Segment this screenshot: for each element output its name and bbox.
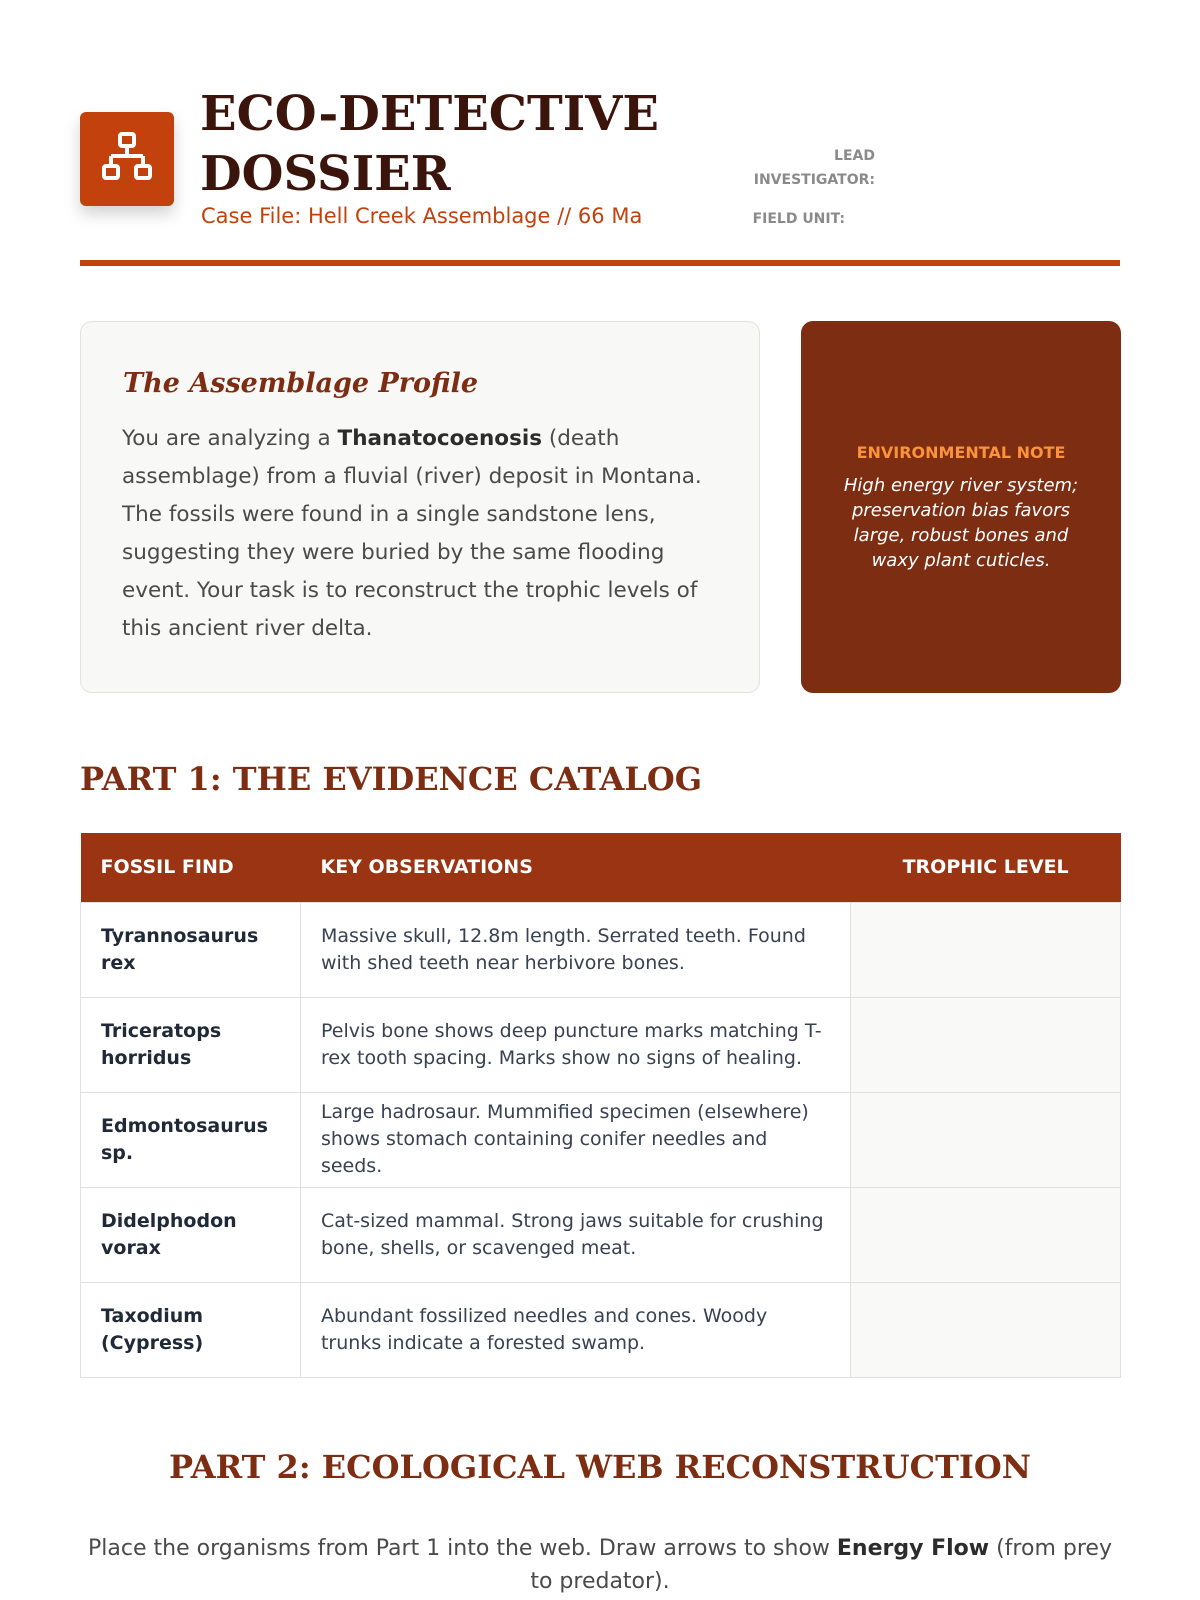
trophic-level-cell[interactable] <box>851 902 1121 997</box>
field-unit-label: FIELD UNIT: <box>752 211 845 227</box>
column-header-fossil: FOSSIL FIND <box>81 833 301 902</box>
trophic-level-cell[interactable] <box>851 1187 1121 1282</box>
part2-heading: PART 2: ECOLOGICAL WEB RECONSTRUCTION <box>169 1448 1031 1486</box>
fossil-cell: Taxodium (Cypress) <box>81 1282 301 1377</box>
fossil-cell: Triceratops horridus <box>81 997 301 1092</box>
environmental-note-label: ENVIRONMENTAL NOTE <box>856 443 1066 462</box>
lead-investigator-label: LEAD INVESTIGATOR: <box>753 148 875 188</box>
table-row <box>81 1092 1121 1187</box>
hierarchy-network-icon <box>102 132 152 186</box>
page-title: ECO-DETECTIVE DOSSIER <box>200 86 659 202</box>
energy-flow-term: Energy Flow <box>836 1536 990 1561</box>
assemblage-profile-card <box>80 321 760 693</box>
part2-instructions: Place the organisms from Part 1 into the web. Draw arrows to show Energy Flow (from prey to predator). <box>88 1536 1112 1594</box>
fossil-cell: Tyrannosaurus rex <box>81 902 301 997</box>
field-unit-row <box>745 207 845 231</box>
part1-heading: PART 1: THE EVIDENCE CATALOG <box>80 760 703 798</box>
profile-heading: The Assemblage Profile <box>123 368 479 399</box>
observations-cell: Abundant fossilized needles and cones. Woody trunks indicate a forested swamp. <box>300 1282 850 1377</box>
table-row <box>81 997 1121 1092</box>
observations-cell: Large hadrosaur. Mummified specimen (elsewhere) shows stomach containing conifer needles and seeds. <box>300 1092 850 1187</box>
observations-cell: Pelvis bone shows deep puncture marks matching T-rex tooth spacing. Marks show no signs of healing. <box>300 997 850 1092</box>
observations-cell: Cat-sized mammal. Strong jaws suitable for crushing bone, shells, or scavenged meat. <box>300 1187 850 1282</box>
environmental-note-card <box>801 321 1121 693</box>
lead-investigator-row <box>745 144 875 194</box>
table-row <box>81 1187 1121 1282</box>
environmental-note-text: High energy river system; preservation bias favors large, robust bones and waxy plant cuticles. <box>843 475 1079 571</box>
table-header-row <box>81 833 1121 902</box>
header-divider <box>80 260 1120 266</box>
profile-bold-term: Thanatocoenosis <box>337 426 543 451</box>
profile-text: You are analyzing a Thanatocoenosis (death assemblage) from a fluvial (river) deposit in Montana. The fossils were found in a single sandstone lens, suggesting they were buried by the same flooding event. Your task is to reconstruct the trophic levels of this ancient river delta. <box>122 426 702 641</box>
table-row <box>81 1282 1121 1377</box>
fossil-cell: Edmontosaurus sp. <box>81 1092 301 1187</box>
trophic-level-cell[interactable] <box>851 1282 1121 1377</box>
table-row <box>81 902 1121 997</box>
trophic-level-cell[interactable] <box>851 1092 1121 1187</box>
case-file-subtitle: Case File: Hell Creek Assemblage // 66 Ma <box>201 204 643 228</box>
evidence-catalog-table <box>80 833 1121 1378</box>
dossier-header <box>80 84 1120 268</box>
logo-badge <box>80 112 174 206</box>
column-header-observations: KEY OBSERVATIONS <box>300 833 850 902</box>
column-header-trophic-level: TROPHIC LEVEL <box>851 833 1121 902</box>
trophic-level-cell[interactable] <box>851 997 1121 1092</box>
observations-cell: Massive skull, 12.8m length. Serrated teeth. Found with shed teeth near herbivore bones. <box>300 902 850 997</box>
fossil-cell: Didelphodon vorax <box>81 1187 301 1282</box>
